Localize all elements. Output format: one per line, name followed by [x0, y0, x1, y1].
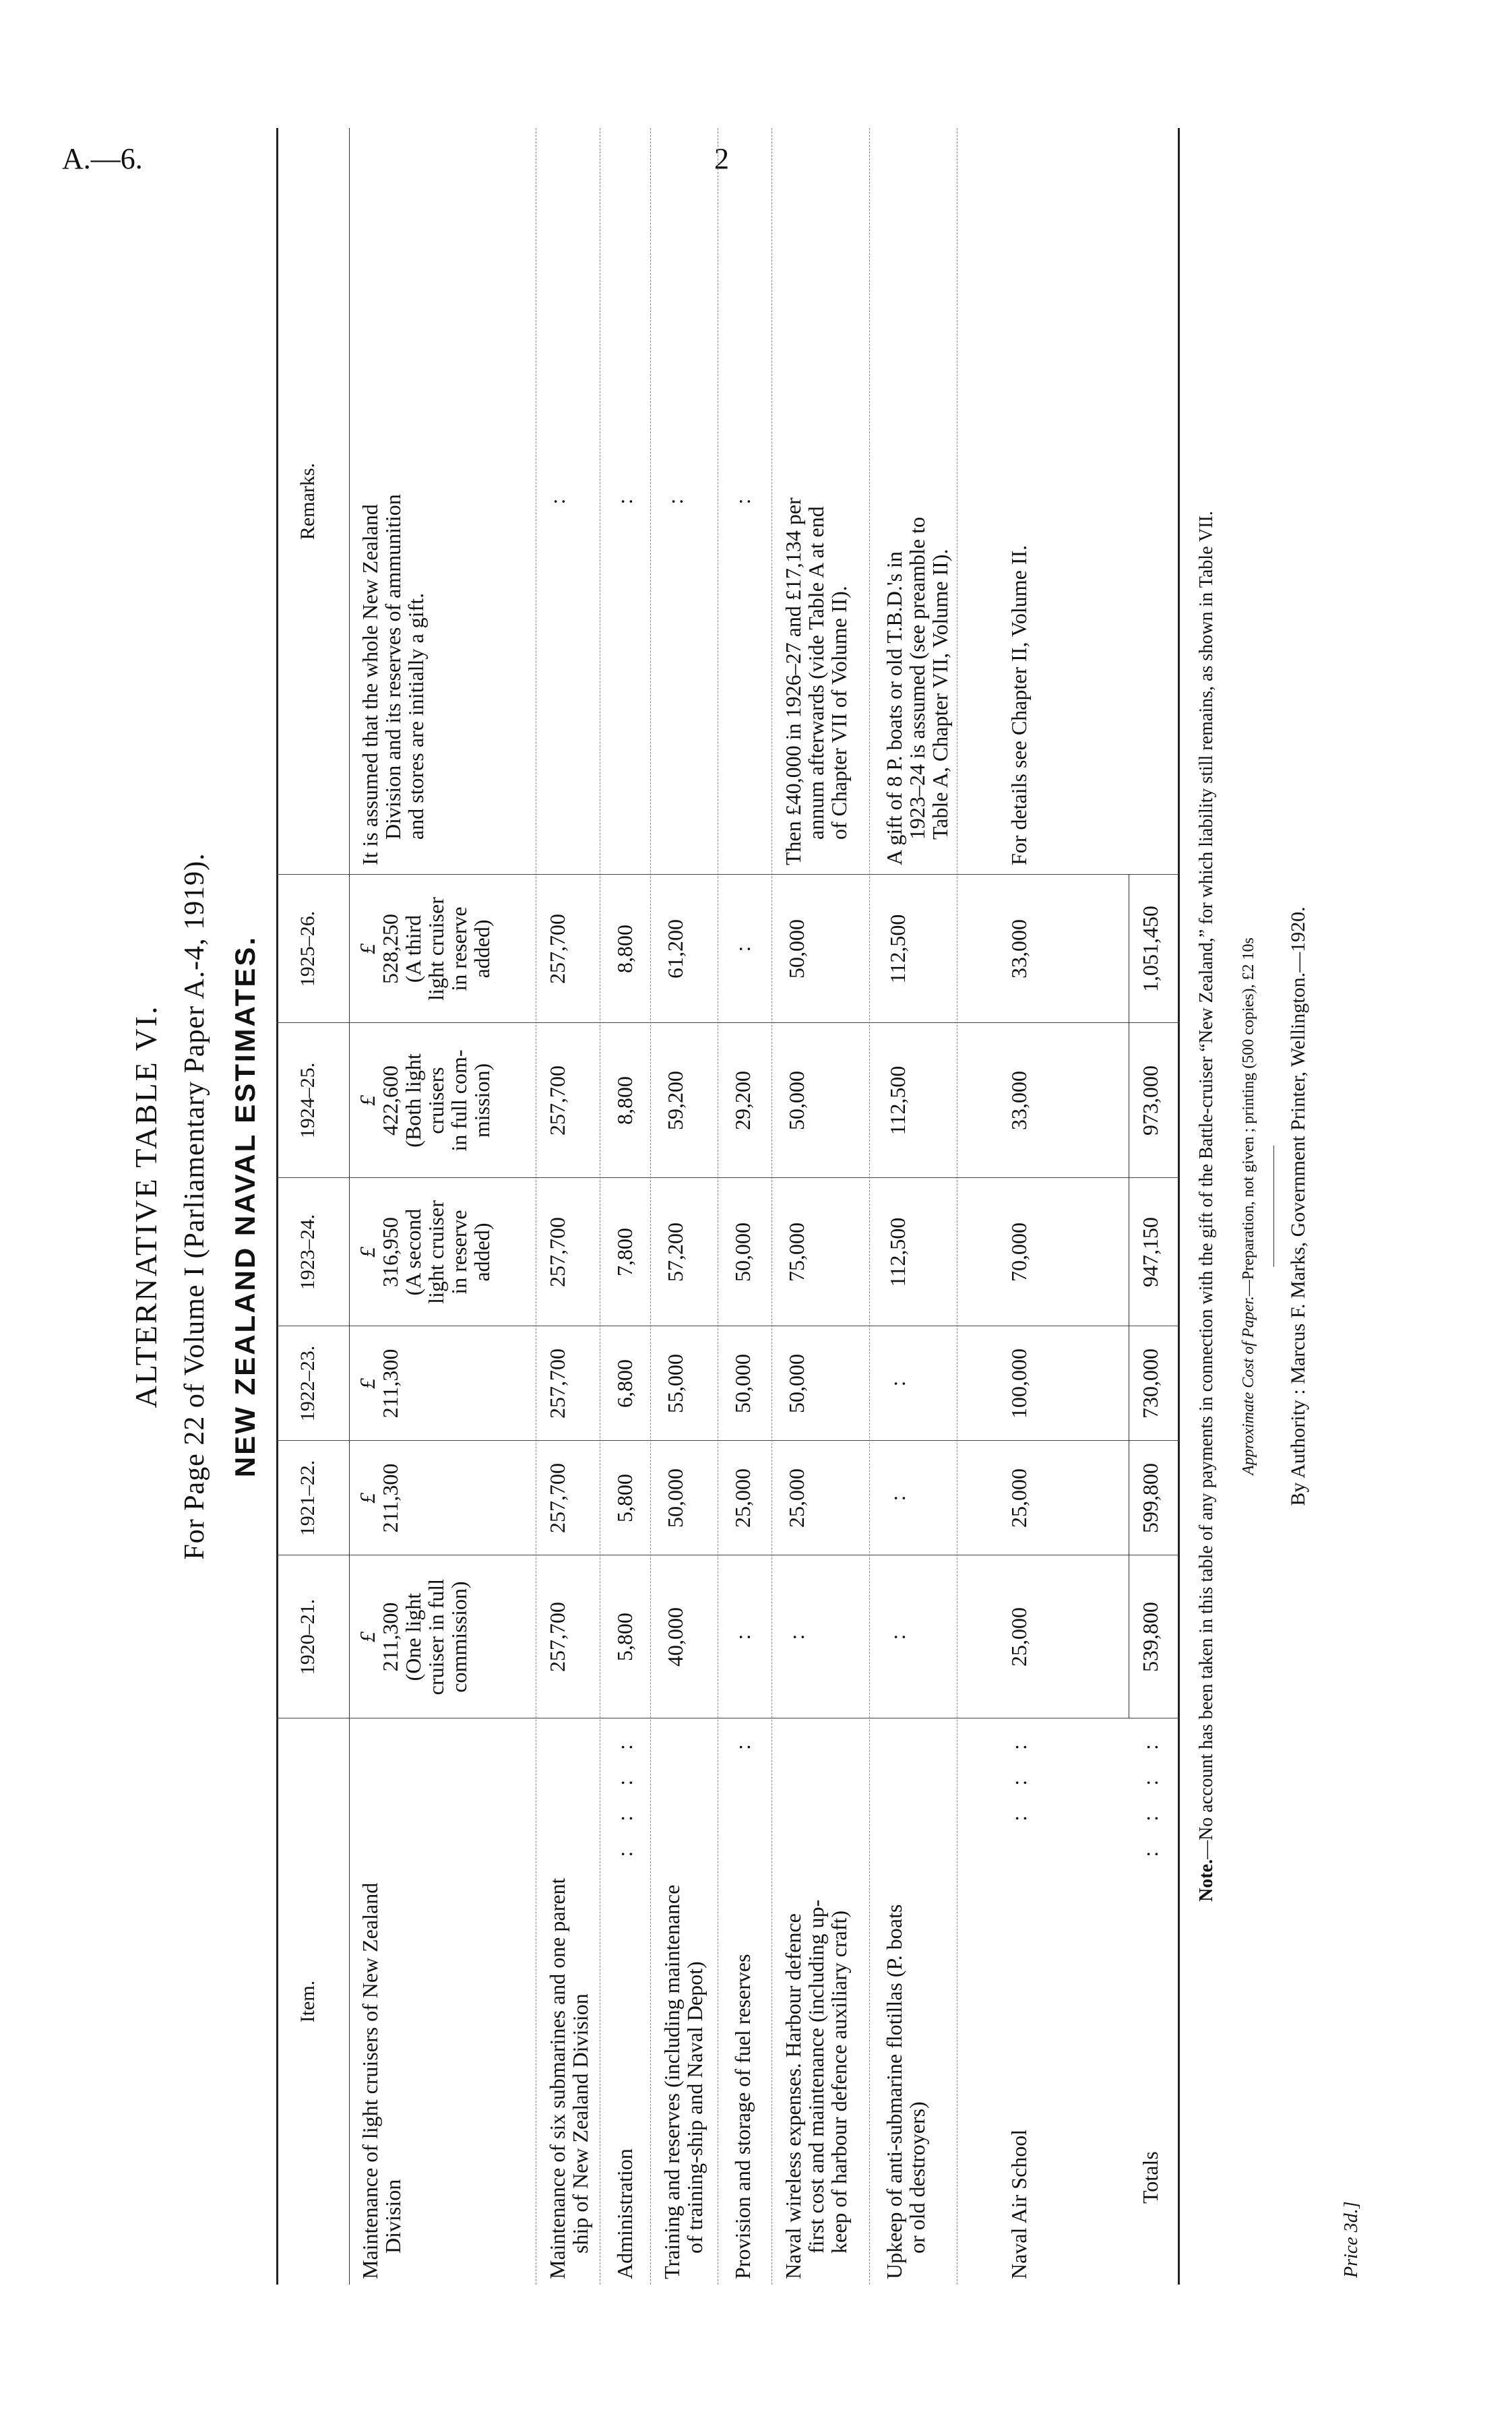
table-cell: 100,000	[1007, 1348, 1031, 1419]
paper-cost	[1240, 128, 1263, 2285]
table-bottom-rule	[1178, 128, 1180, 2285]
price-label: Price 3d.]	[1341, 2201, 1362, 2278]
table-cell: £ 316,950 (A second light cruiser in reserve added)	[355, 1200, 494, 1304]
page-number: 2	[714, 142, 729, 175]
leader-dots: :	[730, 1732, 755, 1750]
table-cell: 70,000	[1007, 1222, 1031, 1282]
table-cell: 25,000	[1007, 1607, 1031, 1667]
table-cell: 33,000	[1007, 919, 1031, 979]
table-row-item: Administration	[612, 2148, 637, 2279]
table-cell: :	[885, 1495, 910, 1501]
table-cell: 25,000	[784, 1468, 809, 1528]
table-note	[1196, 128, 1223, 2285]
table-subtitle: For Page 22 of Volume I (Parliamentary Paper A.-4, 1919).	[179, 852, 210, 1560]
table-cell: 50,000	[663, 1468, 687, 1528]
header-1924-25: 1924–25.	[296, 1062, 319, 1139]
table-row-item: Training and reserves (including maintenance of training-ship and Naval Depot)	[660, 1884, 707, 2279]
table-row-item: Naval wireless expenses. Harbour defence first cost and maintenance (including up- keep of harbour defence auxiliary craft)	[781, 1899, 851, 2279]
table-cell: 257,700	[545, 1065, 569, 1136]
table-cell: 257,700	[545, 1348, 569, 1419]
table-cell: 8,800	[612, 925, 637, 973]
header-1925-26: 1925–26.	[296, 910, 319, 987]
table-cell: 112,500	[885, 914, 910, 984]
table-cell: £ 211,300	[355, 1463, 402, 1533]
note-label: Note.	[1196, 1859, 1217, 1902]
table-row-item: Naval Air School	[1007, 2129, 1031, 2279]
note-text: —No account has been taken in this table of any payments in connection with the gift of the Battle-cruiser “New Zealand,” for which liability still remains, as shown in Table VII.	[1196, 511, 1217, 1859]
table-row-item: Upkeep of anti-submarine flotillas (P. boats or old destroyers)	[882, 1904, 929, 2279]
table-cell: :	[730, 945, 755, 952]
authority-line: By Authority : Marcus F. Marks, Government Printer, Wellington.—1920.	[1287, 906, 1309, 1506]
leader-dots: : : : :	[612, 1732, 637, 1857]
table-cell: 5,800	[612, 1613, 637, 1661]
table-cell: £ 528,250 (A third light cruiser in reserve added)	[355, 897, 494, 1001]
table-cell: 6,800	[612, 1359, 637, 1408]
table-cell: 50,000	[784, 919, 809, 979]
table-cell: :	[730, 1634, 755, 1640]
table-cell: 112,500	[885, 1217, 910, 1287]
table-remark: For details see Chapter II, Volume II.	[1007, 545, 1031, 865]
table-remark: A gift of 8 P. boats or old T.B.D.'s in 1923–24 is assumed (see preamble to Table A, Chapter VII, Volume II).	[882, 517, 952, 865]
table-remark: :	[730, 498, 755, 505]
table-remark: :	[612, 498, 637, 505]
totals-label: Totals	[1138, 2151, 1162, 2204]
total-cell: 599,800	[1138, 1463, 1162, 1533]
table-cell: 8,800	[612, 1076, 637, 1125]
table-cell: 33,000	[1007, 1071, 1031, 1130]
table-row-item: Provision and storage of fuel reserves	[730, 1954, 755, 2279]
total-cell: 1,051,450	[1138, 906, 1162, 992]
total-cell: 973,000	[1138, 1065, 1162, 1136]
table-cell: 257,700	[545, 1463, 569, 1533]
table-cell: 5,800	[612, 1474, 637, 1522]
table-cell: 55,000	[663, 1354, 687, 1413]
row-rule	[771, 128, 772, 2285]
table-cell: 57,200	[663, 1222, 687, 1282]
table-cell: 50,000	[730, 1222, 755, 1282]
table-cell: £ 422,600 (Both light cruisers in full com- mission)	[355, 1049, 494, 1152]
cost-label: Approximate Cost of Paper.	[1240, 1296, 1257, 1475]
total-cell: 539,800	[1138, 1602, 1162, 1672]
row-rule	[650, 128, 651, 2285]
header-item: Item.	[296, 1980, 319, 2023]
table-cell: 50,000	[730, 1354, 755, 1413]
table-cell: 75,000	[784, 1222, 809, 1282]
table-cell: 29,200	[730, 1071, 755, 1130]
table-cell: 257,700	[545, 1217, 569, 1287]
estimates-table	[276, 128, 1179, 2285]
header-1921-22: 1921–22.	[296, 1460, 319, 1537]
rotated-table-page	[128, 128, 1381, 2285]
table-cell: :	[885, 1380, 910, 1387]
estimates-heading: NEW ZEALAND NAVAL ESTIMATES.	[229, 935, 261, 1478]
table-cell: 61,200	[663, 919, 687, 979]
table-remark: It is assumed that the whole New Zealand Division and its reserves of ammunition and stores are initially a gift.	[358, 494, 428, 865]
column-divider	[276, 1440, 1179, 1441]
row-rule	[869, 128, 870, 2285]
table-cell: 257,700	[545, 1602, 569, 1672]
table-title: ALTERNATIVE TABLE VI.	[129, 1004, 163, 1408]
header-1923-24: 1923–24.	[296, 1214, 319, 1291]
header-1920-21: 1920–21.	[296, 1599, 319, 1675]
table-cell: £ 211,300	[355, 1348, 402, 1419]
table-cell: 25,000	[1007, 1468, 1031, 1528]
table-cell: £ 211,300 (One light cruiser in full commission)	[355, 1578, 471, 1696]
table-top-rule	[276, 128, 278, 2285]
table-cell: 50,000	[784, 1354, 809, 1413]
header-remarks: Remarks.	[296, 462, 319, 540]
table-remark: :	[545, 498, 569, 505]
header-rule	[349, 128, 350, 2285]
separator-rule	[1273, 1146, 1274, 1267]
table-cell: 25,000	[730, 1468, 755, 1528]
cost-text: —Preparation, not given ; printing (500 copies), £2 10s	[1240, 937, 1257, 1297]
leader-dots: : : : :	[1138, 1732, 1162, 1857]
table-remark: Then £40,000 in 1926–27 and £17,134 per annum afterwards (vide Table A at end of Chapter VII of Volume II).	[781, 497, 851, 865]
table-row-item: Maintenance of light cruisers of New Zealand Division	[358, 1882, 405, 2279]
total-cell: 730,000	[1138, 1348, 1162, 1419]
header-1922-23: 1922–23.	[296, 1345, 319, 1422]
table-cell: 257,700	[545, 914, 569, 984]
table-remark: :	[663, 498, 687, 505]
total-cell: 947,150	[1138, 1217, 1162, 1287]
table-cell: 112,500	[885, 1065, 910, 1136]
table-cell: 59,200	[663, 1071, 687, 1130]
table-cell: 7,800	[612, 1228, 637, 1276]
table-cell: :	[784, 1634, 809, 1640]
table-cell: :	[885, 1634, 910, 1640]
table-row-item: Maintenance of six submarines and one parent ship of New Zealand Division	[545, 1878, 592, 2279]
page-reference: A.—6.	[62, 142, 143, 175]
leader-dots: : : :	[1007, 1732, 1031, 1822]
table-cell: 40,000	[663, 1607, 687, 1667]
table-cell: 50,000	[784, 1071, 809, 1130]
